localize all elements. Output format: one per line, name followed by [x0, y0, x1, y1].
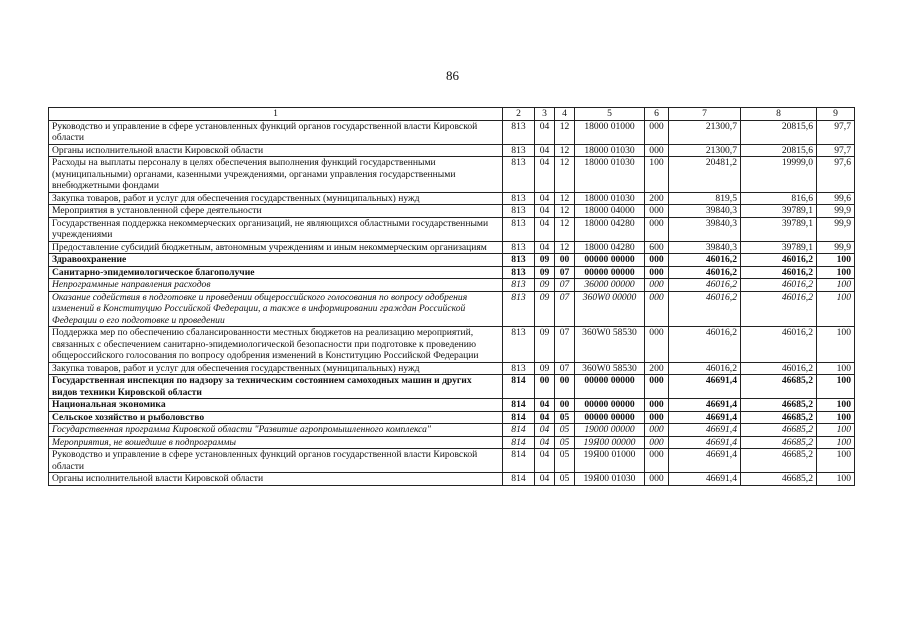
section-code: 04	[535, 192, 555, 205]
row-name: Непрограммные направления расходов	[49, 279, 503, 292]
section-code: 04	[535, 241, 555, 254]
expense-type: 000	[645, 436, 669, 449]
executed-amount: 46016,2	[741, 266, 817, 279]
executed-amount: 46685,2	[741, 449, 817, 473]
executed-amount: 46685,2	[741, 436, 817, 449]
executed-amount: 46685,2	[741, 473, 817, 486]
target-article: 19Я00 01030	[575, 473, 645, 486]
executed-amount: 46685,2	[741, 411, 817, 424]
execution-percent: 100	[817, 362, 855, 375]
subsection-code: 05	[555, 424, 575, 437]
row-name: Мероприятия, не вошедшие в подпрограммы	[49, 436, 503, 449]
table-row	[49, 192, 855, 205]
column-header: 4	[555, 108, 575, 121]
section-code: 09	[535, 266, 555, 279]
page-number: 86	[446, 68, 459, 83]
admin-code: 813	[503, 241, 535, 254]
planned-amount: 46016,2	[669, 266, 741, 279]
subsection-code: 12	[555, 205, 575, 218]
planned-amount: 46691,4	[669, 436, 741, 449]
section-code: 04	[535, 205, 555, 218]
expense-type: 000	[645, 473, 669, 486]
executed-amount: 46016,2	[741, 362, 817, 375]
section-code: 04	[535, 436, 555, 449]
executed-amount: 19999,0	[741, 157, 817, 193]
target-article: 360W0 58530	[575, 362, 645, 375]
subsection-code: 12	[555, 192, 575, 205]
target-article: 18000 01030	[575, 192, 645, 205]
column-header: 8	[741, 108, 817, 121]
section-code: 04	[535, 424, 555, 437]
target-article: 18000 01030	[575, 157, 645, 193]
section-code: 04	[535, 449, 555, 473]
section-code: 09	[535, 327, 555, 363]
planned-amount: 21300,7	[669, 144, 741, 157]
planned-amount: 46016,2	[669, 291, 741, 327]
expense-type: 000	[645, 205, 669, 218]
target-article: 19Я00 01000	[575, 449, 645, 473]
admin-code: 813	[503, 327, 535, 363]
planned-amount: 819,5	[669, 192, 741, 205]
subsection-code: 12	[555, 144, 575, 157]
table-row	[49, 144, 855, 157]
execution-percent: 100	[817, 399, 855, 412]
admin-code: 813	[503, 362, 535, 375]
admin-code: 813	[503, 266, 535, 279]
execution-percent: 100	[817, 424, 855, 437]
target-article: 00000 00000	[575, 266, 645, 279]
executed-amount: 46685,2	[741, 424, 817, 437]
target-article: 00000 00000	[575, 254, 645, 267]
planned-amount: 46691,4	[669, 399, 741, 412]
row-name: Расходы на выплаты персоналу в целях обеспечения выполнения функций государственными (муниципальными) органами, казенными учреждениями, органами управления государственными внебюджетными фондами	[49, 157, 503, 193]
subsection-code: 07	[555, 266, 575, 279]
execution-percent: 100	[817, 473, 855, 486]
executed-amount: 46016,2	[741, 254, 817, 267]
target-article: 18000 01000	[575, 120, 645, 144]
subsection-code: 05	[555, 436, 575, 449]
executed-amount: 816,6	[741, 192, 817, 205]
execution-percent: 100	[817, 411, 855, 424]
section-code: 04	[535, 217, 555, 241]
execution-percent: 100	[817, 449, 855, 473]
table-row	[49, 375, 855, 399]
row-name: Государственная программа Кировской области "Развитие агропромышленного комплекса"	[49, 424, 503, 437]
target-article: 00000 00000	[575, 399, 645, 412]
expense-type: 000	[645, 424, 669, 437]
row-name: Государственная инспекция по надзору за техническим состоянием самоходных машин и других видов техники Кировской области	[49, 375, 503, 399]
expense-type: 000	[645, 399, 669, 412]
section-code: 04	[535, 144, 555, 157]
table-row	[49, 205, 855, 218]
admin-code: 814	[503, 411, 535, 424]
execution-percent: 97,7	[817, 120, 855, 144]
subsection-code: 00	[555, 399, 575, 412]
row-name: Руководство и управление в сфере установленных функций органов государственной власти Кировской области	[49, 120, 503, 144]
section-code: 04	[535, 399, 555, 412]
row-name: Мероприятия в установленной сфере деятельности	[49, 205, 503, 218]
admin-code: 813	[503, 205, 535, 218]
executed-amount: 39789,1	[741, 217, 817, 241]
row-name: Поддержка мер по обеспечению сбалансированности местных бюджетов на реализацию мероприятий, связанных с обеспечением санитарно-эпидемиологической безопасности при подготовке к проведению общероссийского голосования по вопросу одобрения изменений в Конституцию Российской Федерации	[49, 327, 503, 363]
subsection-code: 00	[555, 375, 575, 399]
target-article: 19Я00 00000	[575, 436, 645, 449]
column-header: 2	[503, 108, 535, 121]
target-article: 360W0 58530	[575, 327, 645, 363]
planned-amount: 46691,4	[669, 424, 741, 437]
section-code: 09	[535, 362, 555, 375]
subsection-code: 07	[555, 279, 575, 292]
planned-amount: 20481,2	[669, 157, 741, 193]
subsection-code: 05	[555, 411, 575, 424]
column-header: 5	[575, 108, 645, 121]
execution-percent: 100	[817, 291, 855, 327]
executed-amount: 46016,2	[741, 279, 817, 292]
row-name: Руководство и управление в сфере установленных функций органов государственной власти Кировской области	[49, 449, 503, 473]
executed-amount: 46016,2	[741, 327, 817, 363]
planned-amount: 39840,3	[669, 217, 741, 241]
expense-type: 000	[645, 254, 669, 267]
table-row	[49, 436, 855, 449]
expense-type: 000	[645, 375, 669, 399]
section-code: 04	[535, 411, 555, 424]
expense-type: 000	[645, 120, 669, 144]
execution-percent: 99,9	[817, 205, 855, 218]
table-row	[49, 217, 855, 241]
subsection-code: 05	[555, 473, 575, 486]
expense-type: 200	[645, 192, 669, 205]
table-row	[49, 449, 855, 473]
table-row	[49, 266, 855, 279]
planned-amount: 39840,3	[669, 241, 741, 254]
admin-code: 814	[503, 449, 535, 473]
expense-type: 600	[645, 241, 669, 254]
executed-amount: 39789,1	[741, 241, 817, 254]
executed-amount: 46685,2	[741, 375, 817, 399]
subsection-code: 12	[555, 157, 575, 193]
planned-amount: 46691,4	[669, 375, 741, 399]
execution-percent: 100	[817, 327, 855, 363]
executed-amount: 20815,6	[741, 144, 817, 157]
planned-amount: 46691,4	[669, 473, 741, 486]
expense-type: 000	[645, 217, 669, 241]
expense-type: 200	[645, 362, 669, 375]
table-row	[49, 327, 855, 363]
subsection-code: 07	[555, 327, 575, 363]
planned-amount: 46016,2	[669, 279, 741, 292]
execution-percent: 100	[817, 254, 855, 267]
table-row	[49, 424, 855, 437]
section-code: 09	[535, 254, 555, 267]
admin-code: 813	[503, 217, 535, 241]
section-code: 09	[535, 279, 555, 292]
planned-amount: 46691,4	[669, 411, 741, 424]
budget-table	[48, 107, 855, 486]
section-code: 04	[535, 157, 555, 193]
planned-amount: 46691,4	[669, 449, 741, 473]
admin-code: 813	[503, 254, 535, 267]
target-article: 00000 00000	[575, 411, 645, 424]
planned-amount: 46016,2	[669, 327, 741, 363]
table-row	[49, 362, 855, 375]
subsection-code: 00	[555, 254, 575, 267]
row-name: Сельское хозяйство и рыболовство	[49, 411, 503, 424]
subsection-code: 07	[555, 362, 575, 375]
row-name: Здравоохранение	[49, 254, 503, 267]
expense-type: 100	[645, 157, 669, 193]
target-article: 36000 00000	[575, 279, 645, 292]
executed-amount: 20815,6	[741, 120, 817, 144]
planned-amount: 21300,7	[669, 120, 741, 144]
column-header: 1	[49, 108, 503, 121]
target-article: 18000 04000	[575, 205, 645, 218]
target-article: 19000 00000	[575, 424, 645, 437]
planned-amount: 39840,3	[669, 205, 741, 218]
admin-code: 813	[503, 157, 535, 193]
subsection-code: 12	[555, 120, 575, 144]
row-name: Государственная поддержка некоммерческих организаций, не являющихся областными государственными учреждениями	[49, 217, 503, 241]
section-code: 09	[535, 291, 555, 327]
row-name: Санитарно-эпидемиологическое благополучие	[49, 266, 503, 279]
subsection-code: 12	[555, 217, 575, 241]
expense-type: 000	[645, 144, 669, 157]
table-row	[49, 411, 855, 424]
table-row	[49, 291, 855, 327]
row-name: Закупка товаров, работ и услуг для обеспечения государственных (муниципальных) нужд	[49, 362, 503, 375]
execution-percent: 99,6	[817, 192, 855, 205]
table-row	[49, 473, 855, 486]
admin-code: 813	[503, 291, 535, 327]
section-code: 00	[535, 375, 555, 399]
subsection-code: 12	[555, 241, 575, 254]
planned-amount: 46016,2	[669, 362, 741, 375]
executed-amount: 46016,2	[741, 291, 817, 327]
admin-code: 814	[503, 399, 535, 412]
admin-code: 814	[503, 424, 535, 437]
execution-percent: 97,6	[817, 157, 855, 193]
table-row	[49, 254, 855, 267]
column-header: 6	[645, 108, 669, 121]
table-row	[49, 120, 855, 144]
execution-percent: 100	[817, 375, 855, 399]
column-header: 7	[669, 108, 741, 121]
column-header: 9	[817, 108, 855, 121]
table-row	[49, 241, 855, 254]
admin-code: 814	[503, 375, 535, 399]
table-row	[49, 157, 855, 193]
execution-percent: 100	[817, 436, 855, 449]
row-name: Национальная экономика	[49, 399, 503, 412]
row-name: Органы исполнительной власти Кировской области	[49, 473, 503, 486]
row-name: Закупка товаров, работ и услуг для обеспечения государственных (муниципальных) нужд	[49, 192, 503, 205]
execution-percent: 100	[817, 266, 855, 279]
subsection-code: 05	[555, 449, 575, 473]
expense-type: 000	[645, 327, 669, 363]
expense-type: 000	[645, 266, 669, 279]
admin-code: 814	[503, 473, 535, 486]
planned-amount: 46016,2	[669, 254, 741, 267]
header-row	[49, 108, 855, 121]
expense-type: 000	[645, 449, 669, 473]
execution-percent: 97,7	[817, 144, 855, 157]
column-header: 3	[535, 108, 555, 121]
subsection-code: 07	[555, 291, 575, 327]
table-row	[49, 279, 855, 292]
admin-code: 813	[503, 120, 535, 144]
execution-percent: 100	[817, 279, 855, 292]
row-name: Органы исполнительной власти Кировской области	[49, 144, 503, 157]
admin-code: 813	[503, 192, 535, 205]
target-article: 18000 04280	[575, 217, 645, 241]
section-code: 04	[535, 473, 555, 486]
row-name: Предоставление субсидий бюджетным, автономным учреждениям и иным некоммерческим организациям	[49, 241, 503, 254]
execution-percent: 99,9	[817, 241, 855, 254]
table-row	[49, 399, 855, 412]
target-article: 360W0 00000	[575, 291, 645, 327]
executed-amount: 39789,1	[741, 205, 817, 218]
target-article: 00000 00000	[575, 375, 645, 399]
admin-code: 813	[503, 144, 535, 157]
admin-code: 814	[503, 436, 535, 449]
expense-type: 000	[645, 411, 669, 424]
executed-amount: 46685,2	[741, 399, 817, 412]
expense-type: 000	[645, 279, 669, 292]
row-name: Оказание содействия в подготовке и проведении общероссийского голосования по вопросу одобрения изменений в Конституцию Российской Федерации, а также в информировании граждан Российской Федерации о его подготовке и проведении	[49, 291, 503, 327]
section-code: 04	[535, 120, 555, 144]
target-article: 18000 01030	[575, 144, 645, 157]
target-article: 18000 04280	[575, 241, 645, 254]
admin-code: 813	[503, 279, 535, 292]
expense-type: 000	[645, 291, 669, 327]
execution-percent: 99,9	[817, 217, 855, 241]
